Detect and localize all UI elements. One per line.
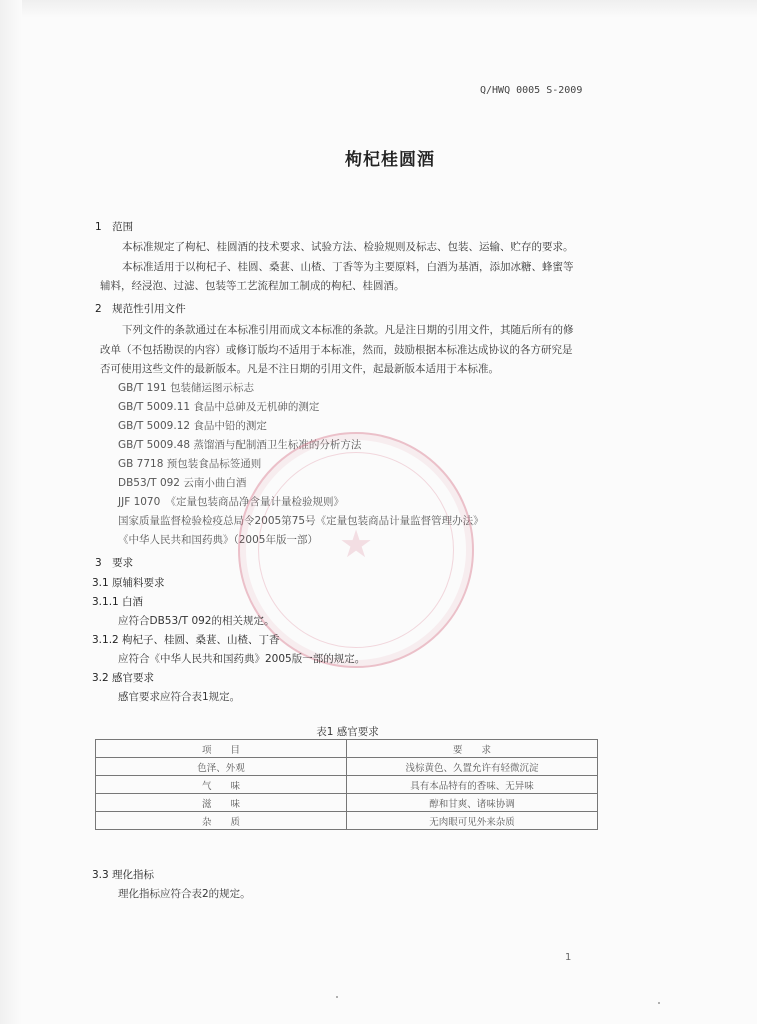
reference-item: GB/T 5009.48 蒸馏酒与配制酒卫生标准的分析方法	[118, 439, 362, 451]
table-row	[96, 794, 598, 812]
section-1-heading: 1 范围	[95, 221, 134, 233]
sensory-requirements-table	[95, 739, 598, 830]
section-3-1-1-heading: 3.1.1 白酒	[92, 596, 144, 608]
scan-speck	[658, 1002, 660, 1004]
section-3-1-1-text: 应符合DB53/T 092的相关规定。	[118, 615, 275, 627]
section-2-paragraph-line-3: 否可使用这些文件的最新版本。凡是不注日期的引用文件，起最新版本适用于本标准。	[100, 363, 499, 375]
standard-code: Q/HWQ 0005 S-2009	[480, 85, 583, 96]
section-3-3-heading: 3.3 理化指标	[92, 869, 155, 881]
table-cell-item: 气 味	[96, 776, 347, 794]
section-3-1-heading: 3.1 原辅料要求	[92, 577, 165, 589]
section-3-3-text: 理化指标应符合表2的规定。	[118, 888, 251, 900]
section-1-paragraph-2-line-2: 辅料，经浸泡、过滤、包装等工艺流程加工制成的枸杞、桂圆酒。	[100, 280, 405, 292]
table-row	[96, 758, 598, 776]
table-header-cell: 项 目	[96, 740, 347, 758]
page-number: 1	[565, 952, 572, 963]
table-cell-item: 色泽、外观	[96, 758, 347, 776]
section-2-paragraph-line-1: 下列文件的条款通过在本标准引用而成文本标准的条款。凡是注日期的引用文件，其随后所有的修	[122, 324, 574, 336]
table-1-caption: 表1 感官要求	[316, 726, 379, 738]
reference-item: GB/T 191 包装储运图示标志	[118, 382, 255, 394]
table-cell-item: 滋 味	[96, 794, 347, 812]
table-row	[96, 812, 598, 830]
table-cell-requirement: 浅棕黄色、久置允许有轻微沉淀	[347, 758, 598, 776]
section-3-1-2-heading: 3.1.2 枸杞子、桂圆、桑葚、山楂、丁香	[92, 634, 280, 646]
table-cell-requirement: 无肉眼可见外来杂质	[347, 812, 598, 830]
reference-item: JJF 1070 《定量包装商品净含量计量检验规则》	[118, 496, 345, 508]
reference-item: GB 7718 预包装食品标签通则	[118, 458, 262, 470]
section-2-heading: 2 规范性引用文件	[95, 303, 186, 315]
section-1-paragraph-2-line-1: 本标准适用于以枸杞子、桂圆、桑葚、山楂、丁香等为主要原料，白酒为基酒，添加冰糖、蜂蜜等	[122, 261, 574, 273]
scan-speck	[336, 996, 338, 998]
section-1-paragraph-1: 本标准规定了枸杞、桂圆酒的技术要求、试验方法、检验规则及标志、包装、运输、贮存的要求。	[122, 241, 574, 253]
section-3-2-heading: 3.2 感官要求	[92, 672, 155, 684]
reference-item: 《中华人民共和国药典》（2005年版一部）	[118, 534, 318, 546]
reference-item: GB/T 5009.11 食品中总砷及无机砷的测定	[118, 401, 320, 413]
scan-top-edge	[0, 0, 757, 18]
section-3-1-2-text: 应符合《中华人民共和国药典》2005版一部的规定。	[118, 653, 366, 665]
table-cell-requirement: 醇和甘爽、诸味协调	[347, 794, 598, 812]
reference-item: DB53/T 092 云南小曲白酒	[118, 477, 247, 489]
section-3-2-text: 感官要求应符合表1规定。	[118, 691, 241, 703]
table-cell-item: 杂 质	[96, 812, 347, 830]
seal-star-icon: ★	[338, 522, 374, 566]
table-header-row	[96, 740, 598, 758]
table-header-cell: 要 求	[347, 740, 598, 758]
section-3-heading: 3 要求	[95, 557, 134, 569]
table-row	[96, 776, 598, 794]
reference-item: 国家质量监督检验检疫总局令2005第75号《定量包装商品计量监督管理办法》	[118, 515, 484, 527]
section-2-paragraph-line-2: 改单（不包括勘误的内容）或修订版均不适用于本标准，然而，鼓励根据本标准达成协议的各方研究是	[100, 344, 573, 356]
reference-item: GB/T 5009.12 食品中铅的测定	[118, 420, 267, 432]
document-title: 枸杞桂圆酒	[345, 150, 435, 170]
table-cell-requirement: 具有本品特有的香味、无异味	[347, 776, 598, 794]
